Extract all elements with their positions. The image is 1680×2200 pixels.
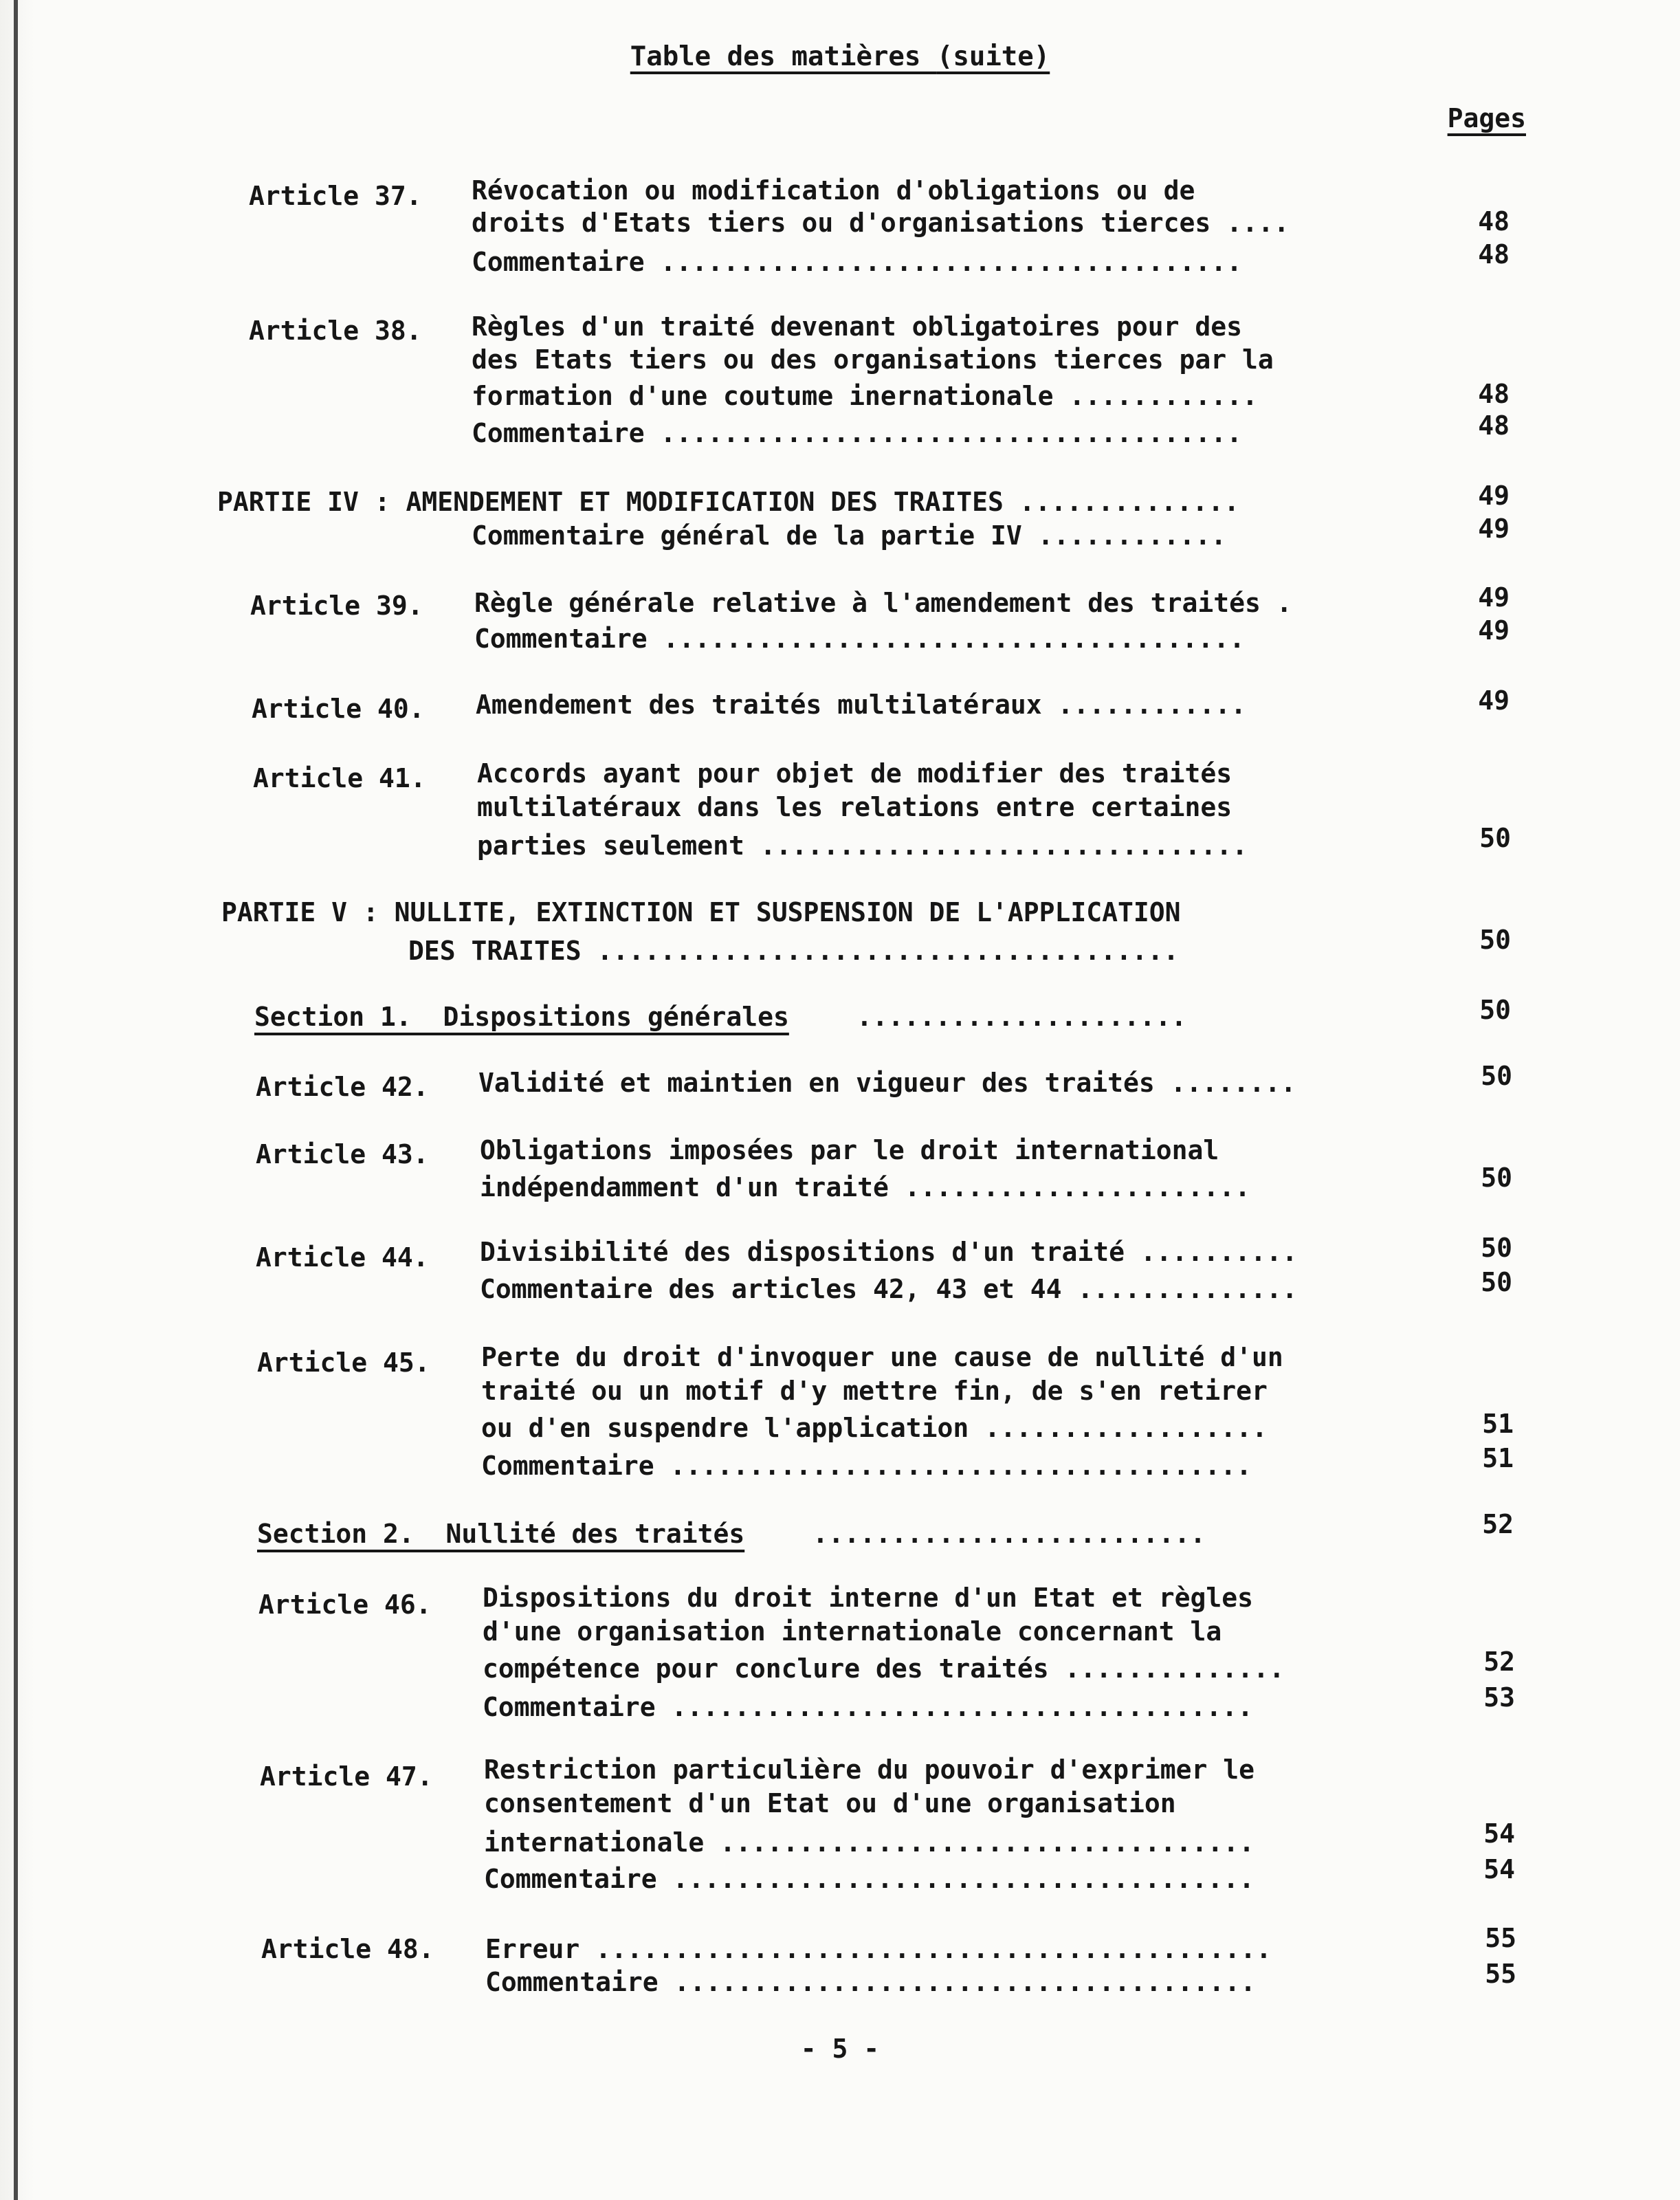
- section-heading: Section 1. Dispositions générales: [254, 1002, 789, 1032]
- entry-line: Amendement des traités multilatéraux ............: [476, 690, 1247, 720]
- entry-line: Perte du droit d'invoquer une cause de nullité d'un: [481, 1342, 1283, 1372]
- entry-line: droits d'Etats tiers ou d'organisations tierces ....: [472, 208, 1290, 238]
- entry-label: Article 45.: [257, 1348, 430, 1378]
- entry-label: Article 40.: [252, 694, 425, 724]
- entry-label: Article 44.: [256, 1242, 429, 1273]
- page-number: 50: [1481, 1233, 1512, 1263]
- entry-line: ou d'en suspendre l'application ..................: [481, 1413, 1268, 1443]
- entry-line: indépendamment d'un traité ......................: [480, 1172, 1251, 1202]
- page-number: 55: [1485, 1923, 1516, 1953]
- entry-label: Article 43.: [256, 1139, 429, 1169]
- entry-line: Commentaire des articles 42, 43 et 44 ..............: [480, 1274, 1298, 1304]
- page-number: 54: [1483, 1818, 1515, 1849]
- page-number: 51: [1482, 1409, 1514, 1439]
- entry-label: Article 48.: [261, 1934, 434, 1964]
- part-heading: PARTIE V : NULLITE, EXTINCTION ET SUSPENSION DE L'APPLICATION: [221, 897, 1181, 927]
- pages-column-header: Pages: [1447, 103, 1526, 133]
- page-number: 48: [1478, 206, 1510, 236]
- page-number: 51: [1482, 1443, 1514, 1473]
- entry-label: Article 41.: [253, 763, 426, 793]
- page-number: 49: [1478, 481, 1510, 511]
- entry-line: Règles d'un traité devenant obligatoires pour des: [472, 311, 1243, 342]
- entry-line: multilatéraux dans les relations entre certaines: [477, 792, 1233, 822]
- entry-line: Obligations imposées par le droit international: [480, 1135, 1219, 1165]
- page-number: 48: [1478, 239, 1510, 270]
- entry-line: Commentaire .....................................: [484, 1864, 1255, 1894]
- page-number: 50: [1481, 1267, 1512, 1297]
- entry-line: Validité et maintien en vigueur des traités ........: [478, 1068, 1296, 1098]
- page-number: 49: [1478, 582, 1510, 613]
- entry-line: Commentaire .....................................: [472, 247, 1243, 277]
- entry-line: formation d'une coutume inernationale ............: [472, 381, 1258, 411]
- page-number: 49: [1478, 514, 1510, 544]
- page-number: 54: [1483, 1854, 1515, 1884]
- section-heading: Section 2. Nullité des traités: [257, 1519, 745, 1549]
- page-number: 53: [1483, 1682, 1515, 1713]
- entry-line: Révocation ou modification d'obligations ou de: [472, 175, 1195, 206]
- page-title-text: Table des matières: [630, 41, 937, 72]
- entry-line: Commentaire .....................................: [483, 1692, 1254, 1722]
- entry-line: internationale ..................................: [484, 1827, 1255, 1858]
- entry-line: des Etats tiers ou des organisations tierces par la: [472, 344, 1274, 375]
- entry-line: Commentaire général de la partie IV ............: [472, 520, 1227, 551]
- part-heading: PARTIE IV : AMENDEMENT ET MODIFICATION DES TRAITES ..............: [217, 487, 1240, 517]
- page-number: 49: [1478, 685, 1510, 716]
- entry-label: Article 42.: [256, 1072, 429, 1102]
- entry-line: Erreur ...........................................: [485, 1934, 1272, 1964]
- page-number: 52: [1482, 1509, 1514, 1539]
- page-footer-number: - 5 -: [800, 2034, 880, 2064]
- page-number: 50: [1481, 1163, 1512, 1193]
- entry-line: consentement d'un Etat ou d'une organisation: [484, 1788, 1176, 1818]
- entry-line: Commentaire .....................................: [485, 1967, 1257, 1997]
- entry-line: Divisibilité des dispositions d'un traité ..........: [480, 1237, 1298, 1267]
- scan-binding-line: [14, 0, 18, 2200]
- entry-line: Commentaire .....................................: [481, 1451, 1252, 1481]
- entry-line: Commentaire .....................................: [474, 624, 1246, 654]
- entry-line: Accords ayant pour objet de modifier des traités: [477, 758, 1233, 789]
- entry-line: Restriction particulière du pouvoir d'exprimer le: [484, 1754, 1255, 1785]
- entry-line: .....................: [856, 1002, 1187, 1032]
- entry-line: compétence pour conclure des traités ..............: [483, 1653, 1285, 1684]
- entry-line: d'une organisation internationale concernant la: [483, 1616, 1222, 1647]
- page-title-suite: (suite): [936, 41, 1050, 72]
- page-number: 49: [1478, 615, 1510, 646]
- entry-label: Article 46.: [258, 1590, 432, 1620]
- page-number: 55: [1485, 1959, 1516, 1989]
- page-number: 48: [1478, 379, 1510, 409]
- entry-line: Dispositions du droit interne d'un Etat et règles: [483, 1583, 1254, 1613]
- page-number: 50: [1479, 995, 1511, 1025]
- entry-line: Règle générale relative à l'amendement des traités .: [474, 588, 1292, 618]
- page-number: 50: [1479, 925, 1511, 955]
- entry-label: Article 39.: [250, 591, 423, 621]
- page-number: 52: [1483, 1647, 1515, 1677]
- entry-label: Article 47.: [260, 1761, 433, 1792]
- entry-line: Commentaire .....................................: [472, 418, 1243, 448]
- page-title: [0, 41, 1680, 72]
- entry-label: Article 37.: [249, 181, 422, 211]
- page-number: 48: [1478, 410, 1510, 441]
- page-number: 50: [1481, 1061, 1512, 1091]
- page-number: 50: [1479, 823, 1511, 853]
- entry-label: Article 38.: [249, 316, 422, 346]
- entry-line: DES TRAITES .....................................: [408, 936, 1180, 966]
- entry-line: .........................: [813, 1519, 1206, 1549]
- entry-line: traité ou un motif d'y mettre fin, de s'en retirer: [481, 1376, 1268, 1406]
- entry-line: parties seulement ...............................: [477, 830, 1248, 861]
